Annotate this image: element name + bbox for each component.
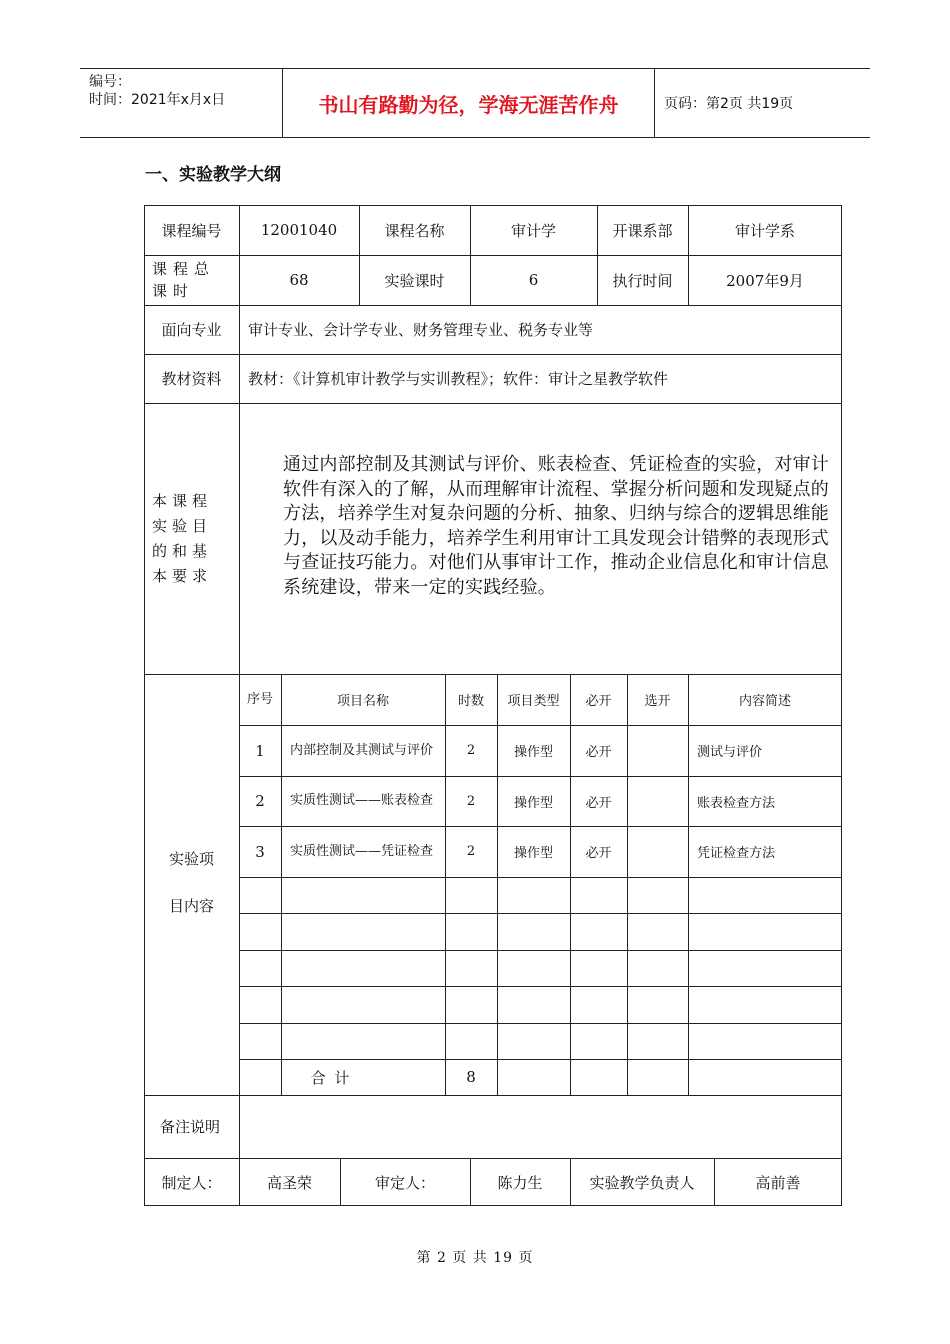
- header-desc: 内容简述: [738, 694, 791, 709]
- header-type: 项目类型: [507, 694, 560, 709]
- table-row-required: 必开: [585, 795, 612, 811]
- table-row-name: 实质性测试——凭证检查: [290, 843, 434, 859]
- table-row-desc: 账表检查方法: [697, 795, 776, 811]
- purpose-label: 本课程实验目的和基本要求: [152, 491, 213, 585]
- header-optional: 选开: [644, 694, 671, 709]
- remarks-label: 备注说明: [159, 1117, 220, 1136]
- course-name: 审计学: [510, 221, 556, 240]
- total-label: 合 计: [310, 1068, 352, 1087]
- header-hours: 时数: [457, 694, 484, 709]
- table-row-type: 操作型: [513, 745, 553, 760]
- table-row-type: 操作型: [513, 795, 553, 811]
- dept-label: 开课系部: [612, 221, 673, 240]
- page-footer: 第 2 页 共 19 页: [416, 1250, 534, 1266]
- reviewer-label: 审定人：: [374, 1173, 435, 1192]
- course-name-label: 课程名称: [384, 221, 445, 240]
- table-row-hours: 2: [466, 793, 476, 809]
- header-page-label: 页码：第2页 共19页: [664, 96, 794, 112]
- reviewer: 陈力生: [497, 1173, 543, 1192]
- lead: 高前善: [755, 1173, 801, 1192]
- header-name: 项目名称: [336, 694, 389, 709]
- header-no: 序号: [247, 691, 274, 707]
- table-row-no: 1: [255, 741, 265, 760]
- page-header: [80, 68, 870, 138]
- total-hours: 68: [289, 271, 309, 289]
- exec-label: 执行时间: [612, 271, 673, 290]
- header-required: 必开: [585, 694, 612, 709]
- projects-label: 实验项 目内容: [168, 850, 214, 915]
- maker: 高圣荣: [266, 1173, 312, 1192]
- major-label: 面向专业: [161, 321, 222, 339]
- maker-label: 制定人：: [161, 1173, 222, 1192]
- time-label: 时间：2021年x月x日: [89, 92, 226, 108]
- exec-time: 2007年9月: [726, 271, 804, 290]
- purpose-text: 通过内部控制及其测试与评价、账表检查、凭证检查的实验，对审计软件有深入的了解，从而理解审计流程、掌握分析问题和发现疑点的方法，培养学生对复杂问题的分析、抽象、归纳与综合的逻辑思维能力，以及动手能力，培养学生利用审计工具发现会计错弊的表现形式与查证技巧能力。对他们从事审计工作，推动企业信息化和审计信息系统建设，带来一定的实践经验。: [283, 454, 829, 598]
- header-motto: 书山有路勤为径，学海无涯苦作舟: [283, 69, 655, 137]
- major: 审计专业、会计学专业、财务管理专业、税务专业等: [248, 321, 594, 339]
- total-hours-value: 8: [466, 1068, 476, 1086]
- total-hours-label: 课程总课时: [152, 260, 216, 300]
- table-row-hours: 2: [466, 743, 476, 758]
- dept: 审计学系: [734, 221, 795, 240]
- table-row-required: 必开: [585, 745, 612, 760]
- lab-hours-label: 实验课时: [384, 271, 445, 290]
- material-label: 教材资料: [161, 370, 222, 388]
- section-title: 一、实验教学大纲: [145, 165, 281, 185]
- material: 教材：《计算机审计教学与实训教程》；软件：审计之星教学软件: [248, 370, 669, 388]
- table-row-type: 操作型: [513, 846, 553, 861]
- course-code-label: 课程编号: [161, 221, 222, 240]
- table-row-desc: 测试与评价: [697, 745, 763, 760]
- lab-hours: 6: [528, 271, 539, 289]
- table-row-desc: 凭证检查方法: [697, 846, 776, 861]
- table-row-name: 内部控制及其测试与评价: [290, 742, 434, 758]
- course-code: 12001040: [260, 221, 338, 239]
- number-label: 编号：: [89, 74, 131, 90]
- table-row-name: 实质性测试——账表检查: [290, 793, 434, 808]
- table-row-hours: 2: [466, 844, 476, 859]
- table-row-no: 2: [255, 792, 265, 810]
- table-row-required: 必开: [585, 846, 612, 861]
- lead-label: 实验教学负责人: [589, 1173, 695, 1192]
- table-row-no: 3: [255, 842, 265, 861]
- header-meta: [80, 69, 283, 137]
